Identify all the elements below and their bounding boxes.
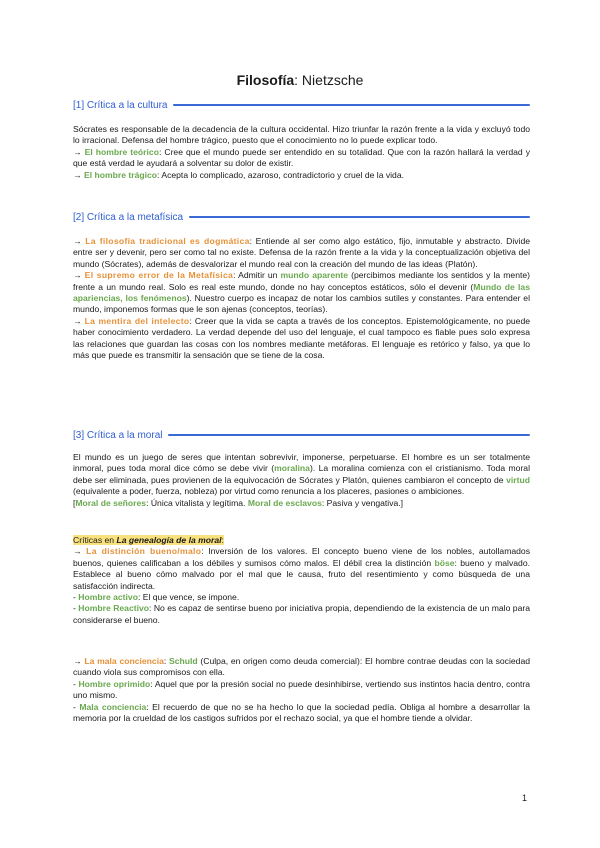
paragraph <box>73 170 530 181</box>
paragraph <box>73 592 530 603</box>
term: La filosofía tradicional es dogmática <box>85 236 250 246</box>
text: : Aquel que por la presión social no puede desinhibirse, vertiendo sus instintos hacia dentro, contra uno mismo. <box>73 678 531 701</box>
definition: : Acepta lo complicado, azaroso, contradictorio y cruel de la vida. <box>157 169 405 180</box>
section-label: [2] Crítica a la metafísica <box>73 211 184 223</box>
term: böse <box>434 557 455 568</box>
definition: (percibimos mediante los sentidos y la mente) frente a un mundo real. Solo es real este mundo, donde no hay conceptos estáticos, sólo el devenir ( <box>73 270 531 292</box>
section-body-cultura <box>73 124 530 181</box>
text: ). La moralina comienza con el cristianismo. Toda moral debe ser eliminada, pues provienen de la equivocación de Sócrates y Platón, quienes cambiaron el concepto de <box>73 463 530 485</box>
text: : No es capaz de sentirse bueno por iniciativa propia, dependiendo de la existencia de un malo para considerarse el bueno. <box>73 603 530 625</box>
definition: : Admitir un <box>233 270 281 281</box>
subheading <box>73 535 530 546</box>
arrow-icon: → <box>73 656 85 666</box>
title-bold: Filosofía <box>236 72 295 88</box>
text: : El que vence, se impone. <box>137 592 240 603</box>
text: (Culpa, en origen como deuda comercial): El hombre contrae deudas con la sociedad cuando viola sus compromisos con ella. <box>73 656 530 678</box>
term: Moral de esclavos <box>247 497 322 508</box>
paragraph <box>73 316 530 362</box>
paragraph <box>73 452 530 498</box>
text: : <box>221 535 224 545</box>
title-rest: : Nietzsche <box>294 72 364 88</box>
arrow-icon: → <box>73 146 85 157</box>
term: Mala conciencia <box>79 701 147 712</box>
term: El supremo error de la Metafísica <box>84 270 234 281</box>
term: moralina <box>274 463 310 474</box>
arrow-icon: → <box>73 270 85 281</box>
term: El hombre teórico <box>84 146 159 157</box>
term: La distinción bueno/malo <box>86 546 202 557</box>
term: Schuld <box>169 656 198 666</box>
term: El hombre trágico <box>83 169 158 180</box>
text: : Inversión de los valores. El concepto bueno viene de los nobles, autollamados buenos, quienes calificaban a los débiles y sumisos cómo malos. El débil crea la distinción <box>73 546 530 568</box>
term: Hombre activo <box>78 592 138 603</box>
page-number: 1 <box>521 793 527 803</box>
paragraph <box>73 147 530 170</box>
book-title: La genealogía de la moral <box>116 535 222 545</box>
text: (equivalente a poder, fuerza, nobleza) por virtud como renuncia a los placeres, pasiones o ambiciones. <box>73 486 465 497</box>
paragraph <box>73 603 530 626</box>
definition: : Cree que el mundo puede ser entendido en su totalidad. Que con la razón hallará la verdad y que está verdad le ayudará a solventar su dolor de existir. <box>73 146 531 169</box>
mala-conciencia <box>73 656 530 724</box>
text: - <box>73 592 79 603</box>
section-heading-moral <box>73 428 530 442</box>
section-body-metafisica <box>73 236 530 361</box>
section-label: [1] Crítica a la cultura <box>73 99 168 111</box>
critica-genealogia <box>73 535 530 626</box>
section-body-moral <box>73 452 530 509</box>
term: Moral de señores <box>75 497 147 508</box>
paragraph <box>73 702 530 725</box>
text: - <box>73 678 79 689</box>
paragraph <box>73 498 530 509</box>
definition: : Entiende al ser como algo estático, fijo, inmutable y abstracto. Divide entre ser y devenir, pero ser como tal no existe. Defensa de la razón frente a la vida y la conceptualización objetiva del mundo (Sócrates), además de desvalorizar el mundo real con la creación del mundo de las ideas (Platón). <box>73 236 531 269</box>
text: - <box>73 701 80 712</box>
term: mundo aparente <box>280 270 349 281</box>
term: Hombre Reactivo <box>78 603 150 614</box>
section-heading-metafisica <box>73 210 530 224</box>
text: El mundo es un juego de seres que intentan sobrevivir, imponerse, perpetuarse. El hombre es un ser totalmente inmoral, pues toda moral dice cómo se debe vivir ( <box>73 452 530 474</box>
text: : Pasiva y vengativa.] <box>321 497 404 508</box>
paragraph <box>73 546 530 592</box>
arrow-icon: → <box>73 236 86 246</box>
text: : <box>163 656 170 666</box>
section-heading-cultura <box>73 98 530 112</box>
text: : El recuerdo de que no se ha hecho lo que la sociedad pedía. Obliga al hombre a desarrollar la memoria por la crueldad de los castigos sufridos por el rechazo social, ya que el hombre tiende a olvidar. <box>73 701 531 724</box>
section-divider <box>189 216 530 218</box>
section-divider <box>168 434 530 436</box>
page-title <box>0 72 600 88</box>
paragraph <box>73 679 530 702</box>
text: : Única vitalista y legítima. <box>146 497 248 508</box>
paragraph: Sócrates es responsable de la decadencia de la cultura occidental. Hizo triunfar la razón frente a la vida y excluyó todo lo irracional. Defensa del hombre trágico, puesto que el conocimiento no lo puede explicar todo. <box>73 124 530 146</box>
definition: : Creer que la vida se capta a través de los conceptos. Epistemológicamente, no puede haber conocimiento verdadero. La verdad depende del uso del lenguaje, el cual tampoco es fiable pues solo expresa las relaciones que guardan las cosas con los nombres mediante metáforas. El lenguaje es retórico y falso, ya que lo más que puede es transmitir la sensación que se tiene de la cosa. <box>73 315 531 361</box>
paragraph <box>73 270 530 316</box>
section-divider <box>173 104 530 106</box>
arrow-icon: → <box>73 546 87 557</box>
text: : bueno y malvado. Establece al bueno cómo malvado por el mal que le causa, fruto del resentimiento y como búsqueda de una satisfacción indirecta. <box>73 557 530 591</box>
arrow-icon: → <box>73 315 85 326</box>
text: - <box>73 603 79 614</box>
term: Hombre oprimido <box>78 678 151 689</box>
text: Críticas en <box>73 535 117 545</box>
paragraph <box>73 656 530 679</box>
arrow-icon: → <box>73 169 84 180</box>
definition: ). Nuestro cuerpo es incapaz de notar los cambios sutiles y constantes. Para entender el mundo, imponemos formas que le son ajenas (conceptos, teorías). <box>73 293 530 315</box>
term: Mundo de las apariencias, los fenómenos <box>73 281 530 304</box>
term: La mala conciencia <box>84 656 164 666</box>
paragraph <box>73 236 530 270</box>
term: La mentira del intelecto <box>84 315 190 326</box>
section-label: [3] Crítica a la moral <box>73 429 163 441</box>
text: [ <box>73 497 76 508</box>
term: virtud <box>506 474 530 485</box>
